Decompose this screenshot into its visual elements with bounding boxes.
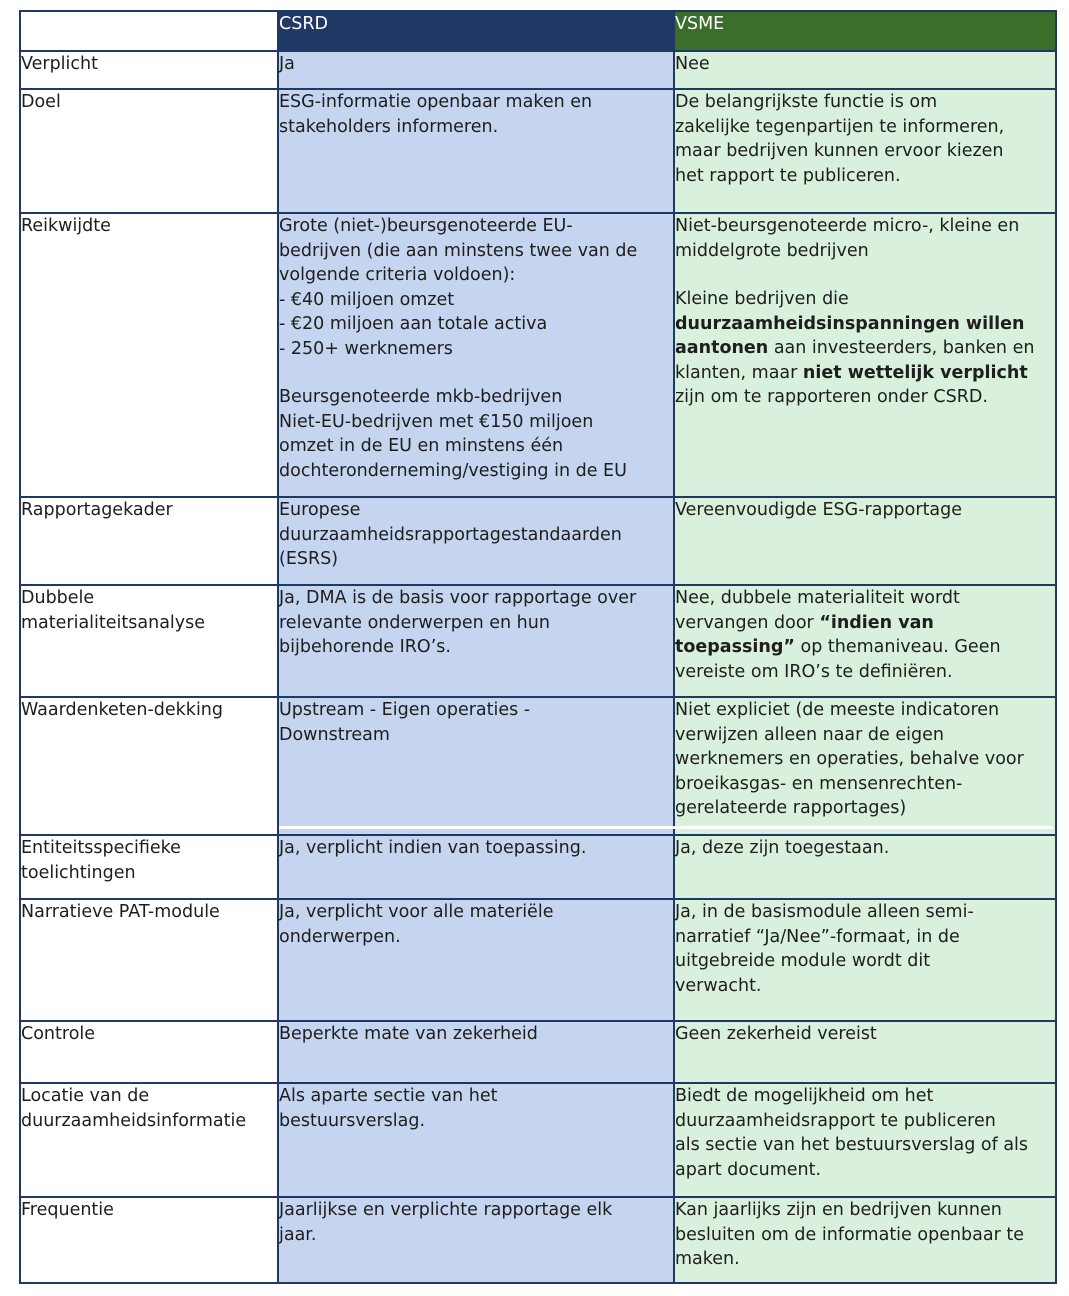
row-label: Verplicht [21,54,98,74]
table-row [20,835,1056,899]
vsme-text: Kleine bedrijven die [675,289,849,309]
table-row [20,697,1056,835]
vsme-text: op themaniveau. Geen vereiste om IRO’s te definiëren. [675,637,1001,682]
row-label: Controle [21,1024,96,1044]
table-row [20,1021,1056,1083]
csrd-cell: Ja, DMA is de basis voor rapportage over relevante onderwerpen en hun bijbehorende IRO’s. [279,588,637,657]
row-separator-highlight [279,826,1053,829]
vsme-cell: Ja, in de basismodule alleen semi- narratief “Ja/Nee”-formaat, in de uitgebreide module wordt dit verwacht. [675,902,974,996]
vsme-cell-small-companies [675,287,1055,410]
vsme-cell: Biedt de mogelijkheid om het duurzaamheidsrapport te publiceren als sectie van het bestuursverslag of als apart document. [675,1086,1029,1180]
vsme-cell [675,586,1055,684]
vsme-bold-text: duurzaamheidsinspanningen willen aantonen [675,313,1025,358]
comparison-table [19,10,1057,1284]
row-label: Waardenketen-dekking [21,700,224,720]
row-label: Frequentie [21,1200,114,1220]
csrd-cell: Ja, verplicht indien van toepassing. [279,838,587,858]
vsme-bold-text: “indien van toepassing” [675,612,934,657]
vsme-bold-text: niet wettelijk verplicht [802,362,1028,383]
table-row [20,497,1056,585]
vsme-cell: Vereenvoudigde ESG-rapportage [675,500,963,520]
csrd-cell-criteria: Grote (niet-)beursgenoteerde EU- bedrijven (die aan minstens twee van de volgende criteria voldoen): - €40 miljoen omzet - €20 miljoen aan totale activa - 250+ werknemers [279,216,638,359]
header-row [20,11,1056,51]
csrd-cell: Europese duurzaamheidsrapportagestandaarden (ESRS) [279,500,622,569]
csrd-cell: ESG-informatie openbaar maken en stakeholders informeren. [279,92,593,137]
vsme-cell: Kan jaarlijks zijn en bedrijven kunnen besluiten om de informatie openbaar te maken. [675,1200,1024,1269]
row-label: Reikwijdte [21,216,111,236]
row-label: Doel [21,92,61,112]
header-csrd: CSRD [278,11,674,51]
vsme-cell: Ja, deze zijn toegestaan. [675,838,890,858]
csrd-cell: Ja [279,54,295,74]
table-row [20,899,1056,1021]
row-label: Dubbele materialiteitsanalyse [21,588,206,633]
table-row [20,585,1056,697]
vsme-cell-scope: Niet-beursgenoteerde micro-, kleine en middelgrote bedrijven [675,216,1020,261]
vsme-text: zijn om te rapporteren onder CSRD. [675,387,988,407]
vsme-text: aan investeerders, banken en klanten, maar [675,338,1035,383]
csrd-cell: Als aparte sectie van het bestuursverslag. [279,1086,498,1131]
row-label: Narratieve PAT-module [21,902,220,922]
table-row [20,1197,1056,1283]
vsme-cell: Geen zekerheid vereist [675,1024,877,1044]
vsme-cell: Nee [675,54,710,74]
csrd-cell: Jaarlijkse en verplichte rapportage elk jaar. [279,1200,613,1245]
header-empty-cell [20,11,278,51]
table-row [20,89,1056,213]
csrd-cell-listed: Beursgenoteerde mkb-bedrijven Niet-EU-bedrijven met €150 miljoen omzet in de EU en minstens één dochteronderneming/vestiging in de EU [279,387,627,481]
table-row [20,51,1056,89]
csrd-cell: Upstream - Eigen operaties - Downstream [279,700,531,745]
vsme-text: Nee, dubbele materialiteit wordt vervangen door [675,588,960,633]
csrd-cell: Ja, verplicht voor alle materiële onderwerpen. [279,902,554,947]
row-label: Locatie van de duurzaamheidsinformatie [21,1086,247,1131]
table-row [20,1083,1056,1197]
vsme-cell: De belangrijkste functie is om zakelijke tegenpartijen te informeren, maar bedrijven kunnen ervoor kiezen het rapport te publiceren. [675,92,1005,186]
table-row [20,213,1056,497]
header-vsme: VSME [674,11,1056,51]
row-label: Entiteitsspecifieke toelichtingen [21,838,181,883]
vsme-cell: Niet expliciet (de meeste indicatoren verwijzen alleen naar de eigen werknemers en operaties, behalve voor broeikasgas- en mensenrechten- gerelateerde rapportages) [675,700,1024,818]
row-label: Rapportagekader [21,500,173,520]
csrd-cell: Beperkte mate van zekerheid [279,1024,538,1044]
